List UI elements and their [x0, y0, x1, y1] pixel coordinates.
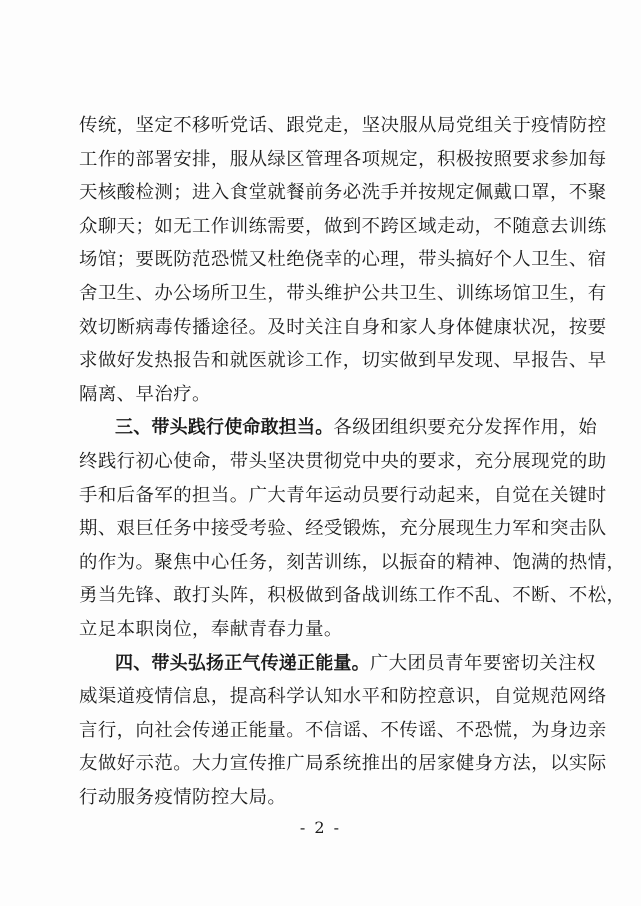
text-line: 效切断病毒传播途径。及时关注自身和家人身体健康状况，按要 — [79, 316, 607, 338]
paragraph-first-line — [79, 411, 598, 445]
text-line: 威渠道疫情信息，提高科学认知水平和防控意识，自觉规范网络 — [79, 686, 607, 708]
page-number: - 2 - — [299, 818, 342, 837]
section-heading-four: 四、带头弘扬正气传递正能量。 — [115, 652, 370, 674]
paragraph-section-three — [79, 411, 626, 646]
paragraph-first-line — [79, 647, 596, 681]
text-line: 言行，向社会传递正能量。不信谣、不传谣、不恐慌，为身边亲 — [79, 719, 607, 741]
document-body — [79, 109, 626, 814]
paragraph-section-four — [79, 647, 607, 815]
paragraph-continuation — [79, 109, 607, 411]
text-line: 友做好示范。大力宣传推广局系统推出的居家健身方法，以实际 — [79, 753, 607, 775]
text-line: 求做好发热报告和就医就诊工作，切实做到早发现、早报告、早 — [79, 350, 607, 372]
section-heading-three: 三、带头践行使命敢担当。 — [115, 417, 334, 439]
text-line: 场馆；要既防范恐慌又杜绝侥幸的心理，带头搞好个人卫生、宿 — [79, 249, 607, 271]
text-line: 的作为。聚焦中心任务，刻苦训练，以振奋的精神、饱满的热情， — [79, 551, 626, 573]
text-line: 期、艰巨任务中接受考验、经受锻炼，充分展现生力军和突击队 — [79, 518, 607, 540]
text-line: 众聊天；如无工作训练需要，做到不跨区域走动，不随意去训练 — [79, 215, 607, 237]
text-line: 手和后备军的担当。广大青年运动员要行动起来，自觉在关键时 — [79, 484, 607, 506]
text-line: 舍卫生、办公场所卫生，带头维护公共卫生、训练场馆卫生，有 — [79, 282, 607, 304]
text-line: 勇当先锋、敢打头阵，积极做到备战训练工作不乱、不断、不松， — [79, 585, 626, 607]
text-run: 各级团组织要充分发挥作用，始 — [333, 417, 598, 439]
text-line: 天核酸检测；进入食堂就餐前务必洗手并按规定佩戴口罩，不聚 — [79, 182, 607, 204]
text-line: 隔离、早治疗。 — [79, 383, 211, 405]
text-line: 传统，坚定不移听党话、跟党走，坚决服从局党组关于疫情防控 — [79, 115, 607, 136]
text-line: 立足本职岗位，奉献青春力量。 — [79, 618, 343, 640]
text-line: 终践行初心使命，带头坚决贯彻党中央的要求，充分展现党的助 — [79, 450, 607, 472]
text-line: 行动服务疫情防控大局。 — [79, 786, 287, 808]
text-line: 工作的部署安排，服从绿区管理各项规定，积极按照要求参加每 — [79, 148, 607, 170]
text-run: 广大团员青年要密切关注权 — [369, 652, 596, 674]
